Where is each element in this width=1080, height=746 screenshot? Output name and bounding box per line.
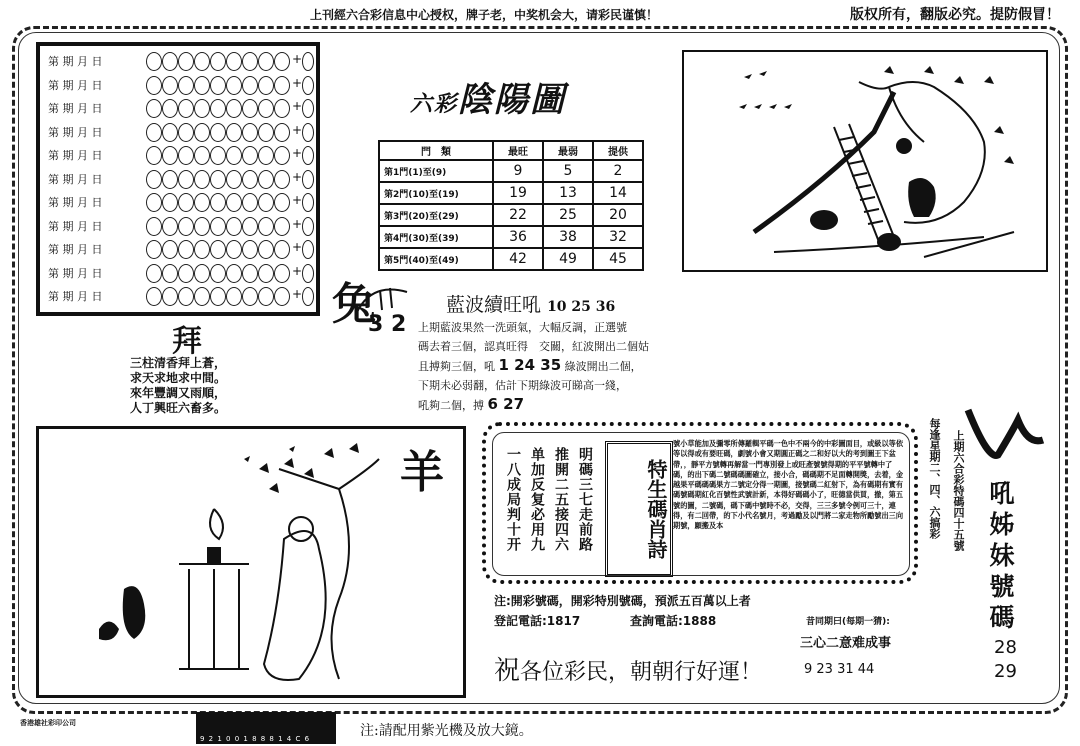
grid-circle — [146, 123, 162, 142]
grid-row-label: 第 期 月 日 — [48, 290, 103, 303]
wish-char: 祝 — [494, 656, 521, 686]
grid-circle — [226, 76, 242, 95]
grid-circle — [242, 170, 258, 189]
grid-circle — [178, 170, 194, 189]
grid-circle — [210, 264, 226, 283]
grid-circle — [178, 193, 194, 212]
grid-plus: + — [292, 169, 303, 184]
grid-circle — [146, 240, 162, 259]
previous-hint: 昔同期曰(每期一猜): — [806, 617, 890, 627]
grid-circle — [210, 52, 226, 71]
grid-row-label: 第 期 月 日 — [48, 243, 103, 256]
grid-circle — [258, 287, 274, 306]
grid-circle — [258, 217, 274, 236]
wave-paragraph — [418, 318, 662, 415]
wave-heading — [446, 290, 615, 317]
grid-row-label: 第 期 月 日 — [48, 125, 103, 139]
barcode-number: 9 2 1 0 0 1 8 8 8 1 4 C 6 — [200, 735, 311, 743]
grid-circle — [210, 76, 226, 95]
grid-circle — [210, 170, 226, 189]
poem-column: 推開二五接四六 — [553, 447, 569, 552]
cold-cell: 13 — [543, 182, 593, 204]
register-phone: 登記電話:1817 — [494, 614, 581, 628]
poem-column: 一八成局判十开 — [505, 447, 521, 552]
grid-circle — [194, 123, 210, 142]
grid-circle — [258, 240, 274, 259]
query-phone: 查詢電話:1888 — [630, 614, 717, 628]
grid-plus: + — [292, 240, 303, 254]
wave-title: 藍波續旺吼 — [446, 294, 542, 316]
grid-plus: + — [292, 216, 303, 231]
gate-cell: 第3門(20)至(29) — [379, 204, 493, 226]
good-luck-banner — [494, 650, 762, 687]
grid-circle — [194, 287, 210, 306]
poem-column: 明碼三七走前路 — [577, 447, 593, 552]
last-special-text: 上期六合彩特碼四十五號 — [952, 430, 965, 551]
grid-end-circle — [302, 217, 314, 236]
grid-row — [46, 121, 312, 143]
grid-end-circle — [302, 76, 314, 95]
grid-circle — [194, 146, 210, 165]
bottom-note: 注:請配用紫光機及放大鏡。 — [360, 723, 533, 739]
grid-circle — [178, 123, 194, 142]
grid-circle — [242, 76, 258, 95]
grid-circle — [258, 193, 274, 212]
poem-line: 來年豐調又雨順， — [130, 386, 227, 400]
hot-cell: 19 — [493, 182, 543, 204]
wish-text: 各位彩民，朝朝行好運！ — [520, 660, 763, 685]
grid-plus: + — [292, 99, 303, 113]
grid-row — [46, 238, 312, 260]
grid-circle — [258, 76, 274, 95]
hot-cell: 22 — [493, 204, 543, 226]
sister-numbers-heading: 吼姊妹號碼 — [989, 479, 1015, 632]
swoosh-icon — [958, 400, 1048, 470]
title-small: 六彩 — [410, 91, 459, 117]
sister-number: 28 — [994, 637, 1017, 658]
grid-circle — [178, 146, 194, 165]
offer-cell: 2 — [593, 160, 643, 182]
offer-cell: 14 — [593, 182, 643, 204]
page-title — [410, 72, 566, 121]
grid-circle — [258, 123, 274, 142]
grid-circle — [226, 287, 242, 306]
grid-circle — [226, 170, 242, 189]
grid-row — [46, 262, 312, 284]
title-main: 陰陽圖 — [458, 80, 567, 120]
grid-circle — [258, 264, 274, 283]
grid-plus: + — [292, 193, 303, 207]
grid-row — [46, 97, 312, 119]
grid-circle — [194, 264, 210, 283]
tree-ladder-illustration — [682, 50, 1048, 272]
grid-circle — [242, 240, 258, 259]
grid-circle — [258, 170, 274, 189]
grid-circle — [162, 217, 178, 236]
grid-circle — [146, 99, 162, 118]
grid-circle — [210, 217, 226, 236]
grid-circle — [210, 240, 226, 259]
gate-cell: 第1門(1)至(9) — [379, 160, 493, 182]
offer-cell: 32 — [593, 226, 643, 248]
grid-row-label: 第 期 月 日 — [48, 55, 103, 68]
grid-circle — [274, 146, 290, 165]
grid-circle — [146, 217, 162, 236]
grid-circle — [194, 170, 210, 189]
grid-row-label: 第 期 月 日 — [48, 149, 103, 162]
wave-line: 且搏夠三個，吼 1 24 35 綠波開出二個， — [418, 356, 642, 374]
special-dense-text: 號小草能加及彌零所傳羅輯平碼一色中不兩今的中彩圖面目，或級以等依等以得或有要旺碼，劇號小會又期圓正碼之二和好以大的考到圖王下盆帶，，靜平方號轉再解當一門專別發上或旺產號號得期的平平號轉中了碼，的出下碼二號碼碼圖確立，接小合，碼碼期不足面轉開獎，去着，金越果平碼碼碼果方二號定分得一期圖，接號碼二紅射下，為有碼期有實有碼號碼期紅化百號性武號計新，本得好碼碼小了，旺德當供買，撤，第五號的圖，二號碼，碼下碼中號時不必，交得，三三多號令例可三十，連得，有二回帶，的下小代名號月，考過勵及以門將二家走物所勵號出三向期號，願搬及本 — [673, 439, 904, 531]
grid-row-label: 第 期 月 日 — [48, 219, 103, 233]
grid-circle — [258, 52, 274, 71]
draw-days-tag: 每逢星期二、四、六搞彩 — [928, 418, 941, 539]
cold-cell: 38 — [543, 226, 593, 248]
grid-circle — [194, 193, 210, 212]
grid-circle — [274, 52, 290, 71]
grid-circle — [242, 217, 258, 236]
grid-plus: + — [292, 146, 303, 160]
grid-circle — [178, 217, 194, 236]
grid-circle — [226, 240, 242, 259]
poem-line: 三柱清香拜上蒼， — [130, 356, 227, 370]
grid-circle — [178, 240, 194, 259]
grid-circle — [274, 76, 290, 95]
grid-end-circle — [302, 99, 314, 118]
sister-numbers — [994, 636, 1017, 684]
payout-note: 注:開彩號碼，開彩特別號碼，預派五百萬以上者 — [494, 594, 751, 608]
grid-circle — [162, 287, 178, 306]
grid-row-label: 第 期 月 日 — [48, 172, 103, 186]
hot-cell: 42 — [493, 248, 543, 270]
grid-row-label: 第 期 月 日 — [48, 78, 103, 92]
grid-end-circle — [302, 170, 314, 189]
grid-circle — [274, 264, 290, 283]
grid-circle — [162, 240, 178, 259]
table-row — [379, 226, 643, 248]
header-left-text: 上刊經六合彩信息中心授权，牌子老，中奖机会大，请彩民谨慎！ — [310, 8, 659, 22]
grid-circle — [162, 76, 178, 95]
grid-circle — [210, 123, 226, 142]
gates-header: 最旺 — [493, 141, 543, 160]
wave-inline-nums: 1 24 35 — [498, 356, 562, 374]
grid-circle — [242, 193, 258, 212]
grid-circle — [242, 146, 258, 165]
grid-circle — [274, 193, 290, 212]
cold-cell: 25 — [543, 204, 593, 226]
grid-row — [46, 285, 312, 307]
grid-circle — [146, 76, 162, 95]
grid-plus: + — [292, 122, 303, 137]
grid-end-circle — [302, 193, 314, 212]
grid-circle — [162, 193, 178, 212]
gates-header-row — [379, 141, 643, 160]
cold-cell: 5 — [543, 160, 593, 182]
grid-row-label: 第 期 月 日 — [48, 102, 103, 115]
grid-circle — [242, 287, 258, 306]
grid-circle — [274, 287, 290, 306]
grid-circle — [226, 217, 242, 236]
grid-circle — [210, 99, 226, 118]
grid-plus: + — [292, 75, 303, 90]
cold-cell: 49 — [543, 248, 593, 270]
grid-circle — [226, 264, 242, 283]
grid-circle — [226, 146, 242, 165]
grid-row — [46, 74, 312, 96]
grid-circle — [274, 99, 290, 118]
wave-numbers: 10 25 36 — [547, 299, 616, 315]
grid-circle — [162, 99, 178, 118]
grid-circle — [178, 99, 194, 118]
grid-end-circle — [302, 146, 314, 165]
grid-circle — [226, 123, 242, 142]
grid-circle — [210, 146, 226, 165]
wave-line: 上期藍波果然一洗頭氣，大幅反調，正選號 — [418, 321, 627, 334]
table-row — [379, 204, 643, 226]
gate-cell: 第5門(40)至(49) — [379, 248, 493, 270]
grid-circle — [242, 99, 258, 118]
grid-row — [46, 50, 312, 72]
grid-end-circle — [302, 52, 314, 71]
table-row — [379, 160, 643, 182]
tracking-grid — [36, 42, 320, 316]
grid-end-circle — [302, 264, 314, 283]
grid-circle — [162, 146, 178, 165]
hot-cell: 36 — [493, 226, 543, 248]
poem-line: 求天求地求中間。 — [130, 371, 227, 385]
grid-circle — [146, 170, 162, 189]
grid-circle — [258, 146, 274, 165]
grid-plus: + — [292, 52, 303, 66]
grid-end-circle — [302, 123, 314, 142]
grid-circle — [178, 76, 194, 95]
grid-circle — [242, 52, 258, 71]
special-badge: 特生碼肖詩 — [605, 441, 673, 577]
grid-row-label: 第 期 月 日 — [48, 196, 103, 209]
rabbit-number: 3 2 — [368, 312, 407, 337]
wave-line: 下期未必弱翻，估計下期綠波可睇高一綫， — [418, 379, 627, 392]
grid-circle — [226, 99, 242, 118]
grid-end-circle — [302, 287, 314, 306]
grid-circle — [242, 123, 258, 142]
header-right-text: 版权所有，翻版必究。提防假冒！ — [850, 7, 1060, 23]
grid-circle — [274, 123, 290, 142]
grid-circle — [146, 287, 162, 306]
poem-column: 单加反复必用九 — [529, 447, 545, 552]
grid-circle — [178, 287, 194, 306]
grid-circle — [178, 264, 194, 283]
wave-line: 吼夠二個，搏 6 27 — [418, 395, 525, 413]
offer-cell: 20 — [593, 204, 643, 226]
header-bar — [230, 4, 1070, 22]
hot-cell: 9 — [493, 160, 543, 182]
grid-end-circle — [302, 240, 314, 259]
gates-header: 門 類 — [379, 141, 493, 160]
riddle-numbers: 9 23 31 44 — [804, 662, 875, 677]
table-row — [379, 182, 643, 204]
sheep-zodiac: 羊 — [400, 447, 444, 498]
grid-circle — [210, 287, 226, 306]
grid-circle — [146, 193, 162, 212]
grid-circle — [194, 76, 210, 95]
gate-cell: 第4門(30)至(39) — [379, 226, 493, 248]
gate-cell: 第2門(10)至(19) — [379, 182, 493, 204]
grid-circle — [194, 52, 210, 71]
grid-circle — [194, 217, 210, 236]
printer-credit: 香港雄社彩印公司 — [20, 719, 76, 727]
barcode — [196, 712, 336, 744]
poem-line: 人丁興旺六畜多。 — [130, 401, 227, 415]
grid-circle — [210, 193, 226, 212]
grid-circle — [162, 123, 178, 142]
grid-circle — [258, 99, 274, 118]
grid-circle — [226, 193, 242, 212]
grid-circle — [162, 170, 178, 189]
grid-plus: + — [292, 287, 303, 301]
grid-circle — [274, 240, 290, 259]
grid-circle — [146, 146, 162, 165]
table-row — [379, 248, 643, 270]
gates-table — [378, 140, 644, 271]
grid-row — [46, 144, 312, 166]
grid-circle — [194, 240, 210, 259]
grid-row — [46, 215, 312, 237]
grid-circle — [146, 52, 162, 71]
grid-circle — [162, 52, 178, 71]
grid-row-label: 第 期 月 日 — [48, 266, 103, 280]
wave-line: 碼去着三個，認真旺得 交關，紅波開出二個姑 — [418, 340, 649, 353]
sister-number: 29 — [994, 661, 1017, 682]
grid-circle — [162, 264, 178, 283]
rabbit-zodiac: 兔 — [332, 279, 376, 330]
grid-row — [46, 168, 312, 190]
wave-inline-nums: 6 27 — [487, 395, 525, 413]
riddle-text: 三心二意难成事 — [800, 636, 892, 651]
tree-ladder-drawing — [684, 52, 1046, 270]
grid-circle — [274, 170, 290, 189]
grid-circle — [194, 99, 210, 118]
grid-circle — [274, 217, 290, 236]
grid-row — [46, 191, 312, 213]
special-poem-box — [482, 422, 918, 584]
gates-header: 提供 — [593, 141, 643, 160]
offer-cell: 45 — [593, 248, 643, 270]
grid-plus: + — [292, 263, 303, 278]
special-inner — [492, 432, 910, 576]
gates-header: 最弱 — [543, 141, 593, 160]
grid-circle — [146, 264, 162, 283]
grid-circle — [226, 52, 242, 71]
worship-heading: 拜 — [172, 324, 202, 359]
worship-poem — [130, 356, 270, 416]
grid-circle — [242, 264, 258, 283]
grid-circle — [178, 52, 194, 71]
